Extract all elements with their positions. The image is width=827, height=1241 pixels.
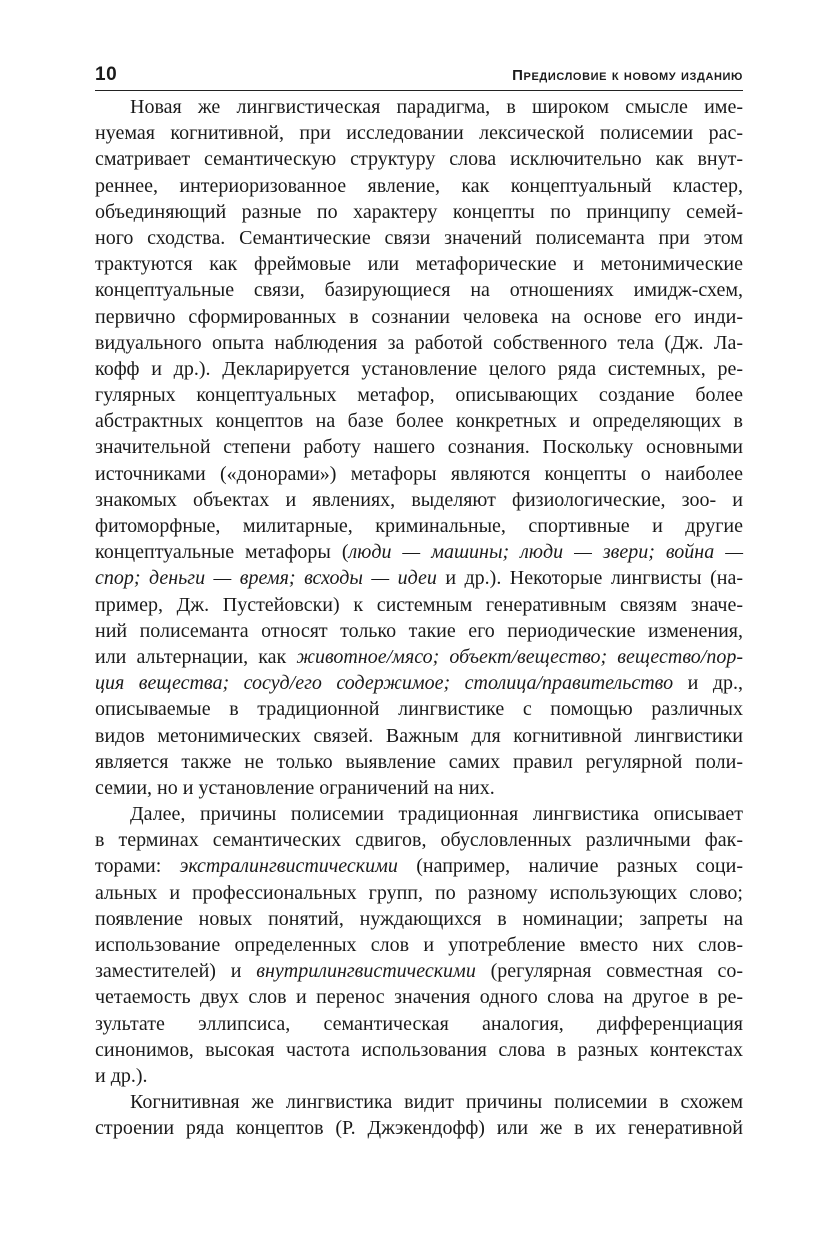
text-line xyxy=(95,199,743,225)
text-line xyxy=(95,958,743,984)
text-run: семии, но и установление ограничений на них. xyxy=(95,776,495,799)
text-run: заместителей) и xyxy=(95,960,257,983)
text-run: ного сходства. Семантические связи значений полисеманта при этом xyxy=(95,226,743,249)
text-run: источниками («донорами») метафоры являются концепты о наиболее xyxy=(95,462,743,485)
text-line xyxy=(95,644,743,670)
italic-term: экстралингвистическими xyxy=(179,855,398,878)
text-run: гулярных концептуальных метафор, описывающих создание более xyxy=(95,384,743,407)
text-run: концептуальные метафоры ( xyxy=(95,541,349,564)
text-line xyxy=(95,801,743,827)
text-run: и др., xyxy=(673,672,743,695)
text-run: альных и профессиональных групп, по разному использующих слово; xyxy=(95,881,743,904)
text-line xyxy=(95,906,743,932)
text-run: трактуются как фреймовые или метафорические и метонимические xyxy=(95,253,743,276)
text-line xyxy=(95,749,743,775)
text-run: Когнитивная же лингвистика видит причины полисемии в схожем xyxy=(130,1091,743,1114)
text-line xyxy=(95,775,743,801)
text-line xyxy=(95,487,743,513)
text-line xyxy=(95,880,743,906)
text-line xyxy=(95,461,743,487)
body-text xyxy=(95,94,743,1142)
text-run: абстрактных концептов на базе более конкретных и определяющих в xyxy=(95,410,743,433)
text-run: синонимов, высокая частота использования слова в разных контекстах xyxy=(95,1038,743,1061)
text-run: Далее, причины полисемии традиционная лингвистика описывает xyxy=(130,803,743,826)
text-run: торами: xyxy=(95,855,180,878)
italic-term: люди — машины; люди — звери; война — xyxy=(348,541,743,564)
paragraph xyxy=(95,801,743,1089)
text-run: четаемость двух слов и перенос значения одного слова на другое в ре- xyxy=(95,986,743,1009)
text-line xyxy=(95,670,743,696)
text-run: в терминах семантических сдвигов, обусловленных различными фак- xyxy=(95,829,743,852)
text-line xyxy=(95,434,743,460)
text-line xyxy=(95,723,743,749)
text-run: концептуальные связи, базирующиеся на отношениях имидж-схем, xyxy=(95,279,743,302)
text-run: первично сформированных в сознании человека на основе его инди- xyxy=(95,305,743,328)
text-line xyxy=(95,173,743,199)
text-line xyxy=(95,513,743,539)
text-line xyxy=(95,382,743,408)
text-run: зультате эллипсиса, семантическая аналогия, дифференциация xyxy=(95,1012,743,1035)
text-line xyxy=(95,94,743,120)
text-line xyxy=(95,277,743,303)
text-run: пример, Дж. Пустейовски) к системным генеративным связям значе- xyxy=(95,593,743,616)
text-line xyxy=(95,1089,743,1115)
text-line xyxy=(95,932,743,958)
text-run: видуального опыта наблюдения за работой собственного тела (Дж. Ла- xyxy=(95,331,743,354)
italic-term: ция вещества; сосуд/его содержимое; столица/правительство xyxy=(95,672,674,695)
italic-term: спор; деньги — время; всходы — идеи xyxy=(95,567,437,590)
text-run: Новая же лингвистическая парадигма, в широком смысле име- xyxy=(130,96,743,118)
text-run: кофф и др.). Декларируется установление целого ряда системных, ре- xyxy=(95,357,743,380)
text-line xyxy=(95,853,743,879)
text-line xyxy=(95,539,743,565)
text-run: описываемые в традиционной лингвистике с помощью различных xyxy=(95,698,743,721)
text-line xyxy=(95,1011,743,1037)
text-run: знакомых объектах и явлениях, выделяют физиологические, зоо- и xyxy=(95,488,743,511)
text-line xyxy=(95,356,743,382)
running-head: Предисловие к новому изданию xyxy=(512,67,743,84)
text-run: сматривает семантическую структуру слова исключительно как внут- xyxy=(95,148,743,171)
page-number: 10 xyxy=(95,64,118,85)
text-line xyxy=(95,304,743,330)
text-line xyxy=(95,1037,743,1063)
paragraph xyxy=(95,94,743,801)
text-run: появление новых понятий, нуждающихся в номинации; запреты на xyxy=(95,907,743,930)
text-line xyxy=(95,408,743,434)
text-line xyxy=(95,592,743,618)
text-run: (регулярная совместная со- xyxy=(475,960,744,983)
text-run: объединяющий разные по характеру концепты по принципу семей- xyxy=(95,200,743,223)
italic-term: животное/мясо; объект/вещество; вещество/пор- xyxy=(296,645,743,668)
text-line xyxy=(95,1063,743,1089)
text-line xyxy=(95,330,743,356)
text-line xyxy=(95,984,743,1010)
text-run: и др.). xyxy=(95,1064,148,1087)
text-run: фитоморфные, милитарные, криминальные, спортивные и другие xyxy=(95,515,743,537)
text-line xyxy=(95,565,743,591)
text-run: и др.). Некоторые лингвисты (на- xyxy=(436,567,743,590)
text-run: значительной степени работу нашего сознания. Поскольку основными xyxy=(95,436,743,459)
paragraph xyxy=(95,1089,743,1141)
text-run: видов метонимических связей. Важным для когнитивной лингвистики xyxy=(95,724,743,747)
text-run: или альтернации, как xyxy=(95,645,297,668)
text-run: использование определенных слов и употребление вместо них слов- xyxy=(95,934,743,956)
text-run: (например, наличие разных соци- xyxy=(397,855,743,878)
text-line xyxy=(95,225,743,251)
text-line xyxy=(95,827,743,853)
text-run: нуемая когнитивной, при исследовании лексической полисемии рас- xyxy=(95,122,743,145)
text-line xyxy=(95,251,743,277)
text-run: строении ряда концептов (Р. Джэкендофф) или же в их генеративной xyxy=(95,1117,743,1140)
text-run: ний полисеманта относят только такие его периодические изменения, xyxy=(95,619,743,642)
text-line xyxy=(95,120,743,146)
text-line xyxy=(95,618,743,644)
text-line xyxy=(95,1115,743,1141)
text-run: является также не только выявление самих правил регулярной поли- xyxy=(95,750,743,773)
text-line xyxy=(95,696,743,722)
text-line xyxy=(95,146,743,172)
page-header xyxy=(95,64,743,91)
text-run: реннее, интериоризованное явление, как концептуальный кластер, xyxy=(95,174,743,197)
italic-term: внутрилингвистическими xyxy=(256,960,476,983)
